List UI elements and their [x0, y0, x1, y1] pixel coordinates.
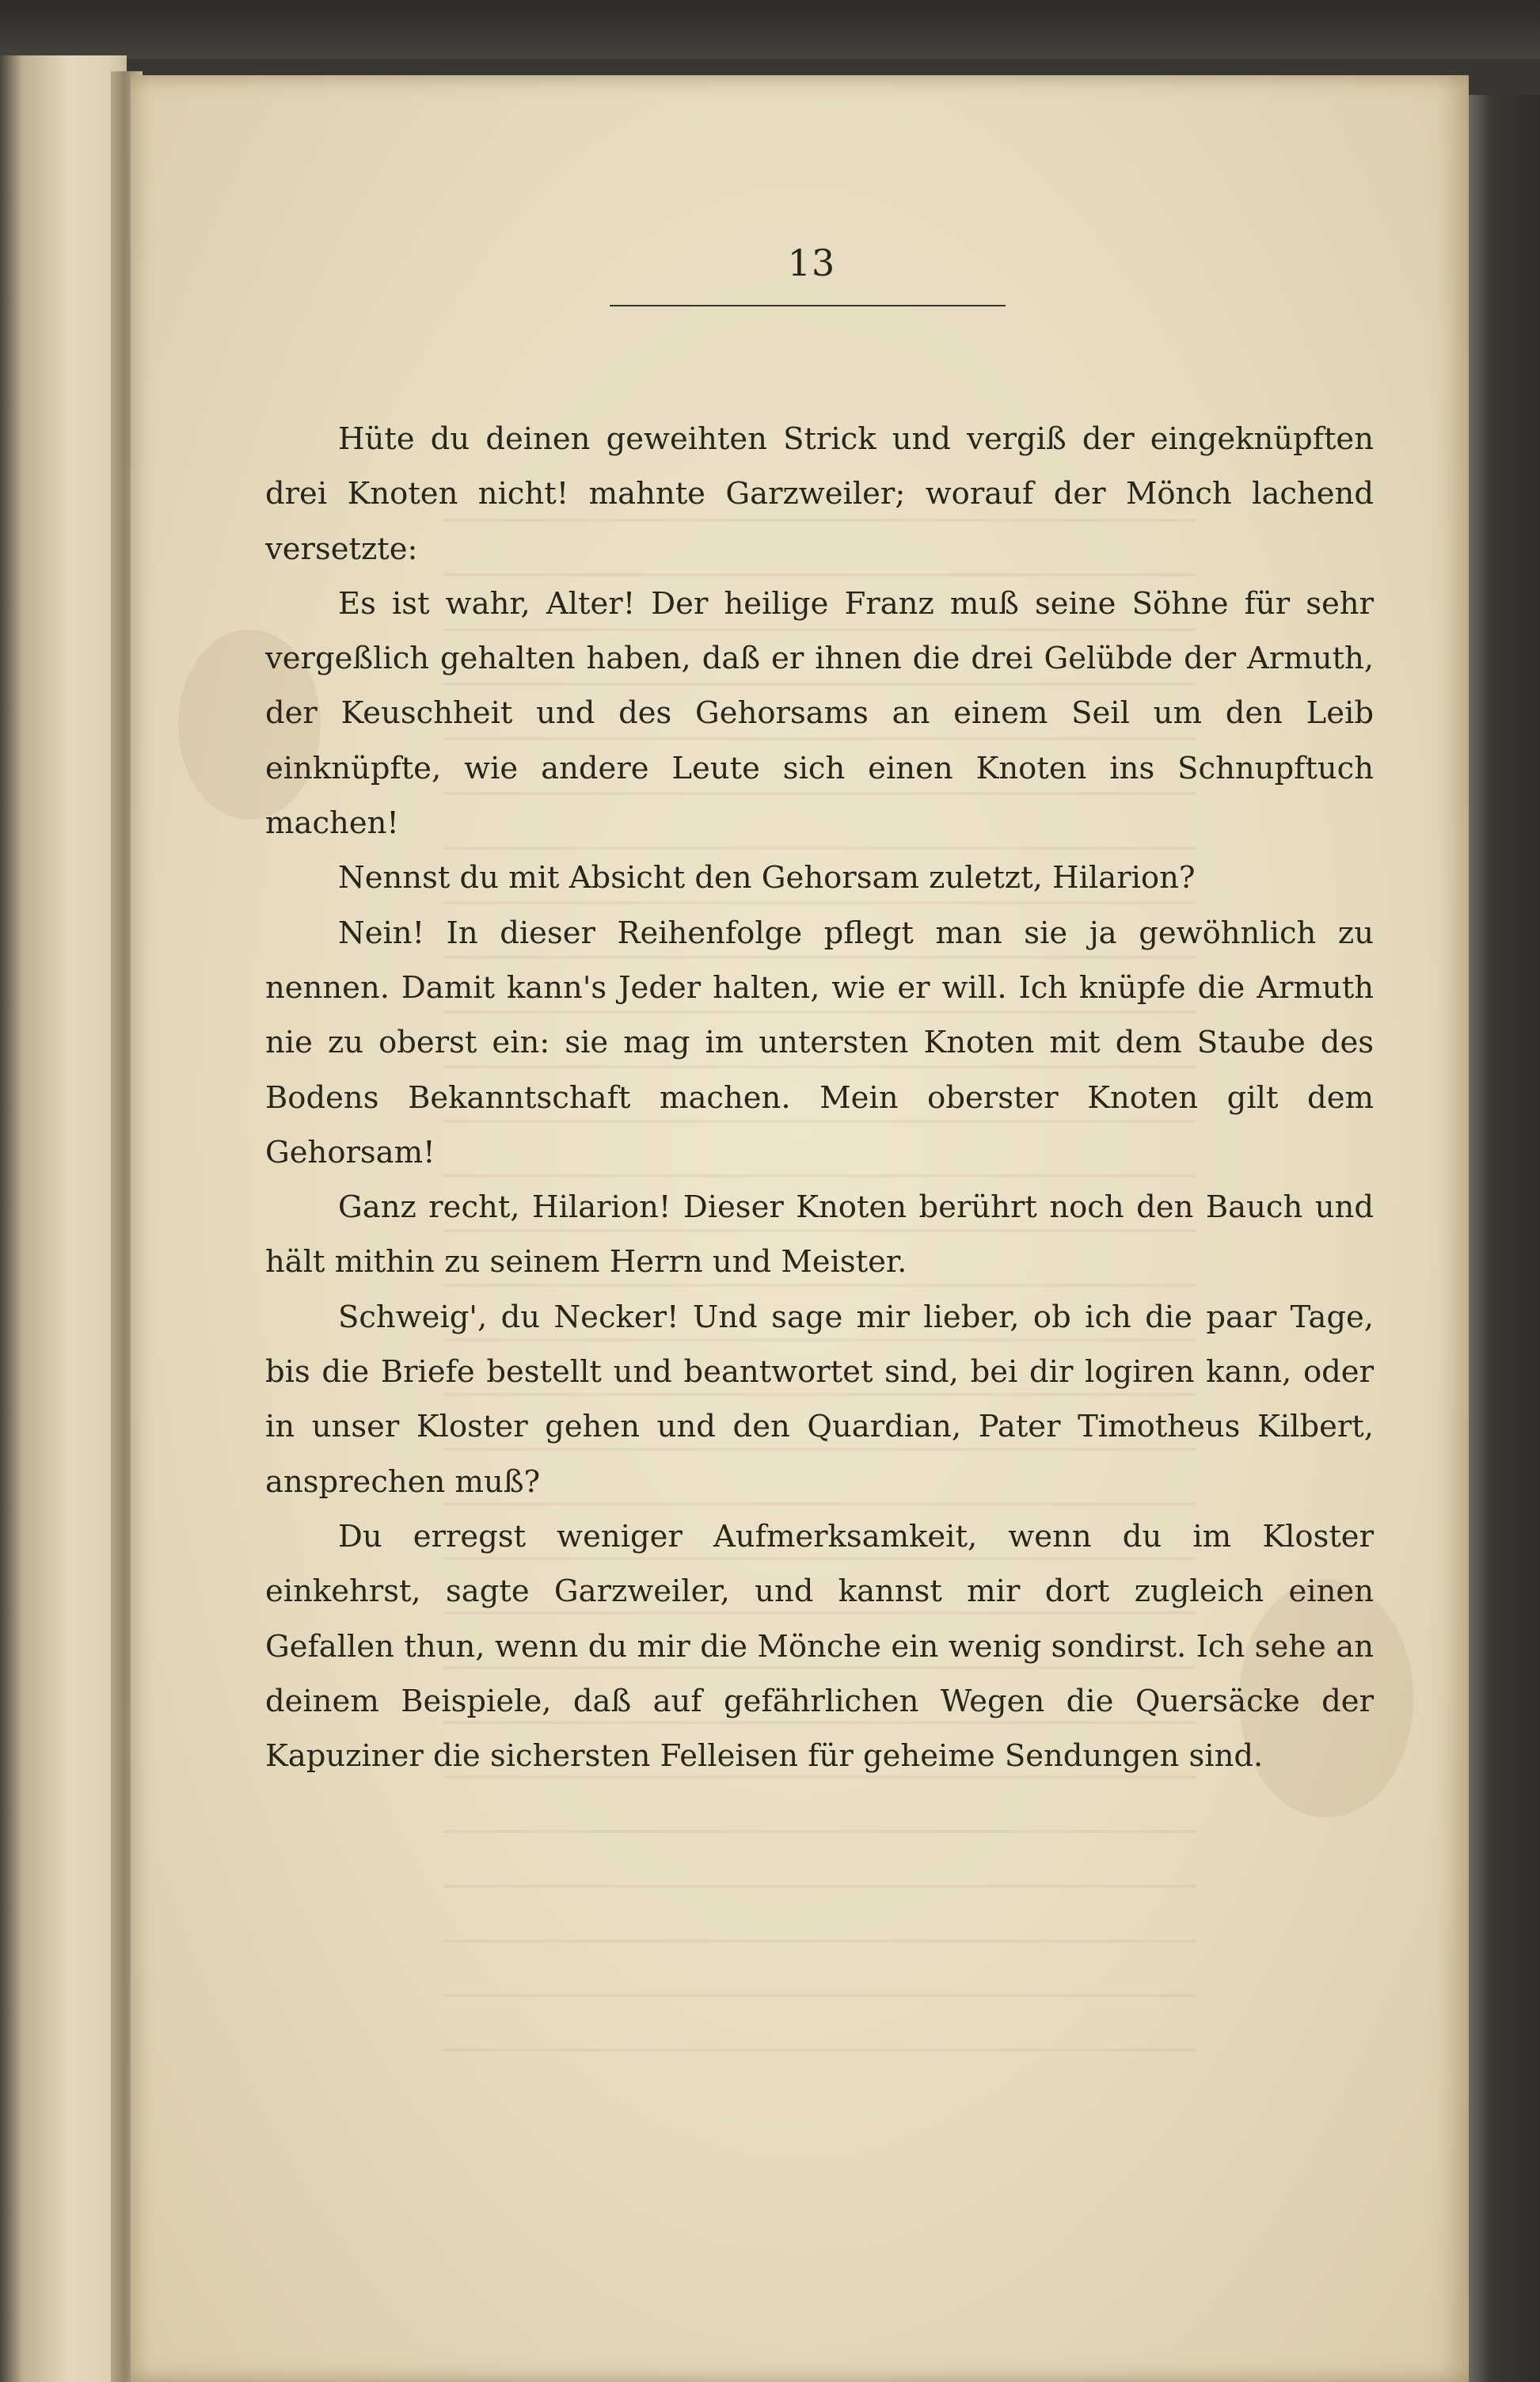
- paragraph: Nein! In dieser Reihenfolge pflegt man sie ja gewöhnlich zu nennen. Damit kann's Jeder halten, wie er will. Ich knüpfe die Armuth nie zu oberst ein: sie mag im untersten Knoten mit dem Staube des Bodens Bekanntschaft machen. Mein oberster Knoten gilt dem Gehorsam!: [265, 915, 1374, 1170]
- paragraph: Ganz recht, Hilarion! Dieser Knoten berührt noch den Bauch und hält mithin zu seinem Herrn und Meister.: [265, 1189, 1374, 1280]
- page-number: 13: [787, 242, 836, 284]
- paragraph: Nennst du mit Absicht den Gehorsam zuletzt, Hilarion?: [338, 860, 1196, 896]
- paragraph: Schweig', du Necker! Und sage mir lieber, ob ich die paar Tage, bis die Briefe bestellt und beantwortet sind, bei dir logiren kann, oder in unser Kloster gehen und den Quardian, Pater Timotheus Kilbert, ansprechen muß?: [265, 1299, 1374, 1500]
- paragraph: Hüte du deinen geweihten Strick und vergiß der eingeknüpften drei Knoten nicht! mahnte Garzweiler; worauf der Mönch lachend versetzte:: [265, 421, 1374, 567]
- paragraph: Es ist wahr, Alter! Der heilige Franz muß seine Söhne für sehr vergeßlich gehalten haben, daß er ihnen die drei Gelübde der Armuth, der Keuschheit und des Gehorsams an einem Seil um den Leib einknüpfte, wie andere Leute sich einen Knoten ins Schnupftuch machen!: [265, 585, 1374, 842]
- book-cover-top-edge: [0, 0, 1540, 59]
- book-cover-right-edge: [1469, 95, 1540, 2382]
- book-page: [131, 75, 1469, 2382]
- paragraph: Du erregst weniger Aufmerksamkeit, wenn du im Kloster einkehrst, sagte Garzweiler, und kannst mir dort zugleich einen Gefallen thun, wenn du mir die Mönche ein wenig sondirst. Ich sehe an deinem Beispiele, daß auf gefährlichen Wegen die Quersäcke der Kapuziner die sichersten Felleisen für geheime Sendungen sind.: [265, 1518, 1374, 1775]
- body-text: [265, 412, 1374, 1783]
- header-rule: [610, 305, 1006, 306]
- facing-page-edge: [0, 55, 127, 2382]
